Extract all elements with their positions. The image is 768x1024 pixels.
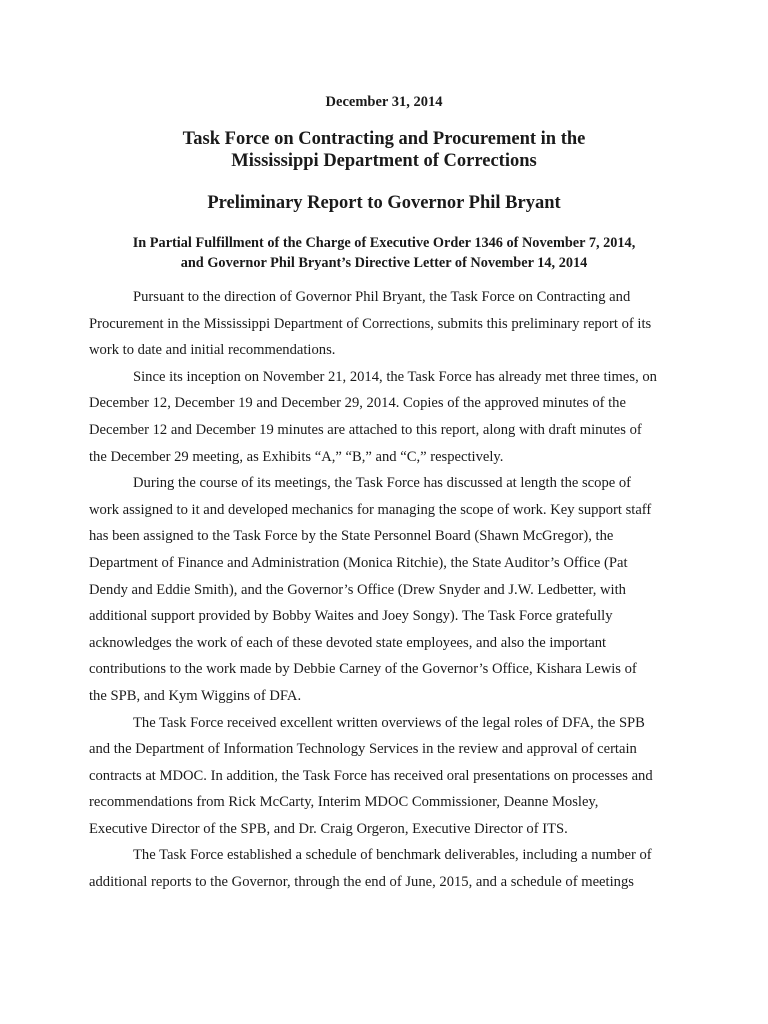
title-line: Task Force on Contracting and Procurement in the bbox=[182, 129, 586, 149]
document-date: December 31, 2014 bbox=[325, 94, 443, 110]
text-line: Since its inception on November 21, 2014, the Task Force has already met three times, on bbox=[133, 368, 657, 385]
text-line: December 12 and December 19 minutes are attached to this report, along with draft minutes of bbox=[89, 421, 642, 438]
text-line: The Task Force received excellent written overviews of the legal roles of DFA, the SPB bbox=[133, 714, 645, 731]
text-line: contracts at MDOC. In addition, the Task Force has received oral presentations on processes and bbox=[89, 767, 653, 784]
charge-subtitle bbox=[0, 233, 768, 273]
text-line: work to date and initial recommendations. bbox=[89, 342, 336, 359]
text-line: additional support provided by Bobby Waites and Joey Songy). The Task Force gratefully bbox=[89, 608, 613, 625]
text-line: the SPB, and Kym Wiggins of DFA. bbox=[89, 687, 302, 704]
charge-line: In Partial Fulfillment of the Charge of Executive Order 1346 of November 7, 2014, bbox=[132, 235, 636, 251]
paragraph-overviews bbox=[89, 710, 679, 843]
text-line: Department of Finance and Administration (Monica Ritchie), the State Auditor’s Office (Pat bbox=[89, 554, 628, 571]
text-line: has been assigned to the Task Force by the State Personnel Board (Shawn McGregor), the bbox=[89, 528, 614, 545]
text-line: and the Department of Information Technology Services in the review and approval of certain bbox=[89, 741, 637, 758]
text-line: During the course of its meetings, the Task Force has discussed at length the scope of bbox=[133, 475, 632, 492]
text-line: Executive Director of the SPB, and Dr. Craig Orgeron, Executive Director of ITS. bbox=[89, 820, 568, 837]
text-line: Dendy and Eddie Smith), and the Governor’s Office (Drew Snyder and J.W. Ledbetter, with bbox=[89, 581, 626, 598]
document-body bbox=[89, 284, 679, 896]
report-title: Preliminary Report to Governor Phil Bryant bbox=[207, 193, 561, 213]
paragraph-support-staff bbox=[89, 470, 679, 709]
paragraph-meetings bbox=[89, 364, 679, 470]
paragraph-schedule bbox=[89, 842, 679, 895]
title-line: Mississippi Department of Corrections bbox=[231, 151, 537, 171]
text-line: work assigned to it and developed mechanics for managing the scope of work. Key support staff bbox=[89, 501, 652, 518]
text-line: acknowledges the work of each of these devoted state employees, and also the important bbox=[89, 634, 607, 651]
text-line: the December 29 meeting, as Exhibits “A,” “B,” and “C,” respectively. bbox=[89, 448, 504, 465]
paragraph-intro bbox=[89, 284, 679, 364]
text-line: Procurement in the Mississippi Department of Corrections, submits this preliminary report of its bbox=[89, 315, 652, 332]
text-line: recommendations from Rick McCarty, Interim MDOC Commissioner, Deanne Mosley, bbox=[89, 794, 599, 811]
text-line: The Task Force established a schedule of benchmark deliverables, including a number of bbox=[133, 847, 652, 864]
text-line: additional reports to the Governor, through the end of June, 2015, and a schedule of meetings bbox=[89, 874, 634, 891]
text-line: December 12, December 19 and December 29, 2014. Copies of the approved minutes of the bbox=[89, 395, 626, 412]
text-line: contributions to the work made by Debbie Carney of the Governor’s Office, Kishara Lewis of bbox=[89, 661, 637, 678]
charge-line: and Governor Phil Bryant’s Directive Letter of November 14, 2014 bbox=[180, 255, 588, 271]
text-line: Pursuant to the direction of Governor Phil Bryant, the Task Force on Contracting and bbox=[133, 289, 631, 305]
document-title bbox=[0, 128, 768, 172]
